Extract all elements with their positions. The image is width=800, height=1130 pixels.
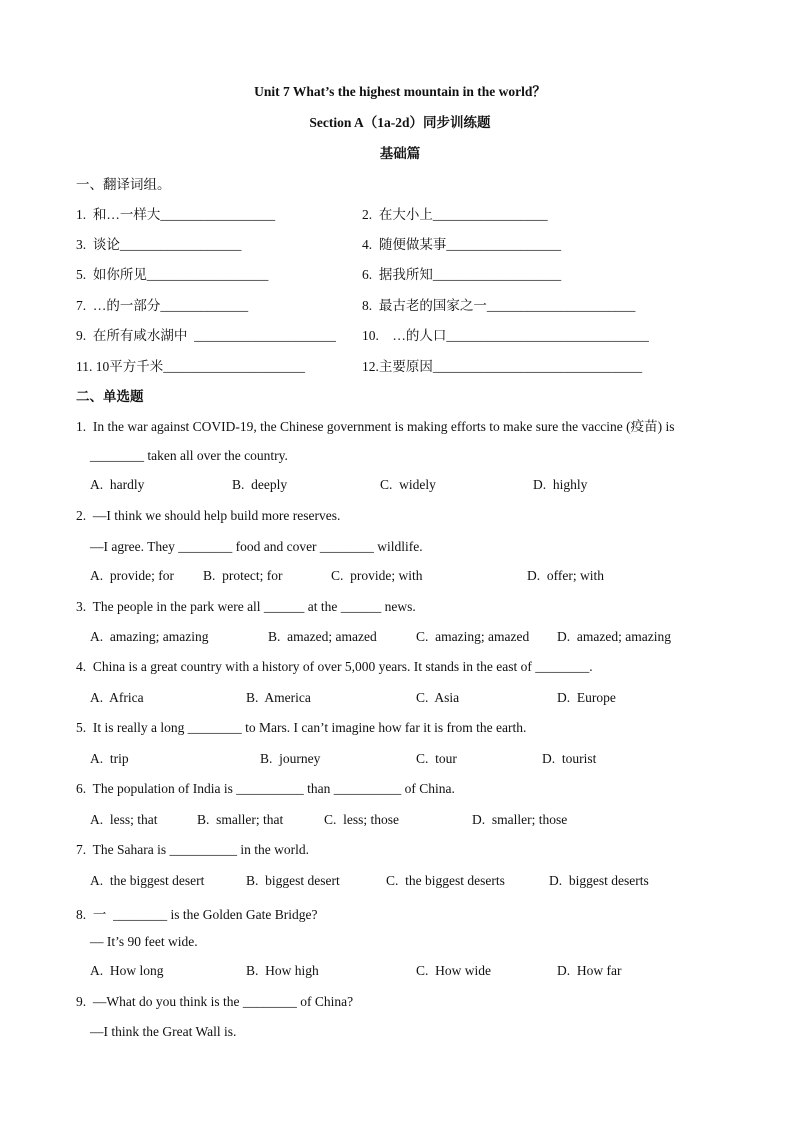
question-stem-continued: —I think the Great Wall is. xyxy=(90,1024,237,1039)
question-stem: 2. —I think we should help build more reserves. xyxy=(76,508,341,523)
option-a: A. the biggest desert xyxy=(90,873,205,888)
phrase-item: 3. 谈论__________________ xyxy=(76,237,242,252)
question-stem-continued: ________ taken all over the country. xyxy=(90,448,288,463)
phrase-item: 10. …的人口______________________________ xyxy=(362,328,649,343)
question-stem: 9. —What do you think is the ________ of China? xyxy=(76,994,354,1009)
option-b: B. protect; for xyxy=(203,568,283,583)
question-stem: 1. In the war against COVID-19, the Chinese government is making efforts to make sure the vaccine (疫苗) is xyxy=(76,419,675,434)
option-d: D. highly xyxy=(533,477,588,492)
section-title: Section A（1a-2d）同步训练题 xyxy=(309,115,491,130)
option-d: D. biggest deserts xyxy=(549,873,649,888)
option-c: C. amazing; amazed xyxy=(416,629,530,644)
phrase-item: 6. 据我所知___________________ xyxy=(362,267,562,282)
option-a: A. Africa xyxy=(90,690,144,705)
phrase-item: 4. 随便做某事_________________ xyxy=(362,237,562,252)
option-b: B. America xyxy=(246,690,311,705)
option-d: D. offer; with xyxy=(527,568,604,583)
option-a: A. How long xyxy=(90,963,164,978)
option-d: D. Europe xyxy=(557,690,616,705)
question-stem: 8. 一 ________ is the Golden Gate Bridge? xyxy=(76,907,318,922)
option-d: D. tourist xyxy=(542,751,597,766)
question-stem-continued: —I agree. They ________ food and cover ________ wildlife. xyxy=(90,539,423,554)
option-c: C. tour xyxy=(416,751,457,766)
phrase-item: 5. 如你所见__________________ xyxy=(76,267,269,282)
option-d: D. How far xyxy=(557,963,622,978)
option-c: C. How wide xyxy=(416,963,491,978)
phrase-item: 11. 10平方千米_____________________ xyxy=(76,359,305,374)
question-stem-continued: — It’s 90 feet wide. xyxy=(90,934,198,949)
option-b: B. biggest desert xyxy=(246,873,340,888)
option-d: D. smaller; those xyxy=(472,812,568,827)
option-b: B. smaller; that xyxy=(197,812,284,827)
phrase-item: 2. 在大小上_________________ xyxy=(362,207,548,222)
phrase-item: 8. 最古老的国家之一______________________ xyxy=(362,298,636,313)
question-stem: 6. The population of India is __________ than __________ of China. xyxy=(76,781,455,796)
option-c: C. widely xyxy=(380,477,436,492)
question-stem: 5. It is really a long ________ to Mars. I can’t imagine how far it is from the earth. xyxy=(76,720,527,735)
option-d: D. amazed; amazing xyxy=(557,629,671,644)
option-c: C. the biggest deserts xyxy=(386,873,505,888)
option-a: A. amazing; amazing xyxy=(90,629,209,644)
level-title: 基础篇 xyxy=(379,146,421,161)
option-b: B. amazed; amazed xyxy=(268,629,377,644)
worksheet-title: Unit 7 What’s the highest mountain in the world？ xyxy=(254,84,546,99)
phrase-item: 7. …的一部分_____________ xyxy=(76,298,249,313)
question-stem: 3. The people in the park were all ______ at the ______ news. xyxy=(76,599,416,614)
part1-heading: 一、翻译词组。 xyxy=(76,177,171,192)
option-a: A. hardly xyxy=(90,477,145,492)
option-b: B. journey xyxy=(260,751,321,766)
question-stem: 4. China is a great country with a history of over 5,000 years. It stands in the east of ________. xyxy=(76,659,593,674)
option-c: C. provide; with xyxy=(331,568,423,583)
option-a: A. less; that xyxy=(90,812,158,827)
phrase-item: 1. 和…一样大_________________ xyxy=(76,207,276,222)
option-b: B. deeply xyxy=(232,477,288,492)
part2-heading: 二、单选题 xyxy=(76,389,144,404)
option-b: B. How high xyxy=(246,963,319,978)
option-c: C. less; those xyxy=(324,812,400,827)
option-a: A. trip xyxy=(90,751,129,766)
phrase-item: 12.主要原因_______________________________ xyxy=(362,359,643,374)
question-stem: 7. The Sahara is __________ in the world. xyxy=(76,842,309,857)
option-c: C. Asia xyxy=(416,690,460,705)
phrase-item: 9. 在所有咸水湖中 _____________________ xyxy=(76,328,336,343)
option-a: A. provide; for xyxy=(90,568,174,583)
